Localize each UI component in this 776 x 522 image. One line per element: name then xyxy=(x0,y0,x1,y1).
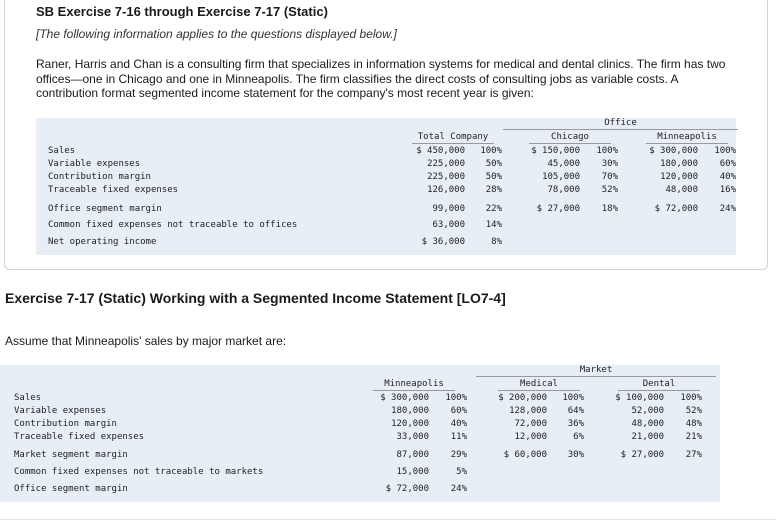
column-header: Minneapolis xyxy=(384,379,444,389)
percent-cell: 48% xyxy=(685,419,702,429)
row-label: Sales xyxy=(14,393,42,403)
column-header: Minneapolis xyxy=(657,132,717,142)
amount-cell: 128,000 xyxy=(509,406,547,416)
section-paragraph: Assume that Minneapolis' sales by major market are: xyxy=(5,334,287,348)
percent-cell: 21% xyxy=(685,432,702,442)
percent-cell: 70% xyxy=(601,172,618,182)
percent-cell: 60% xyxy=(719,159,736,169)
problem-paragraph: Raner, Harris and Chan is a consulting firm that specializes in information systems for medical and dental clinics. The firm has two offices—one in Chicago and one in Minneapolis. The firm classifies the direct costs of consulting jobs as variable costs. A contribution format segmented income statement for the company's most recent year is given: xyxy=(36,57,726,100)
column-header: Chicago xyxy=(551,132,589,142)
amount-cell: 33,000 xyxy=(396,432,429,442)
instruction-note: [The following information applies to the questions displayed below.] xyxy=(36,27,397,41)
percent-cell: 50% xyxy=(485,159,502,169)
amount-cell: $ 36,000 xyxy=(421,237,465,247)
percent-cell: 64% xyxy=(567,406,584,416)
percent-cell: 8% xyxy=(491,237,502,247)
amount-cell: 78,000 xyxy=(547,185,580,195)
percent-cell: 40% xyxy=(719,172,736,182)
row-label: Sales xyxy=(48,146,76,156)
amount-cell: 63,000 xyxy=(432,220,465,230)
amount-cell: 72,000 xyxy=(514,419,547,429)
header-rule xyxy=(529,143,611,144)
section-title: Exercise 7-17 (Static) Working with a Segmented Income Statement [LO7-4] xyxy=(5,290,506,306)
segmented-income-statement-offices xyxy=(48,118,738,258)
percent-cell: 100% xyxy=(562,393,584,403)
row-label: Market segment margin xyxy=(14,450,128,460)
amount-cell: $ 60,000 xyxy=(503,450,547,460)
percent-cell: 100% xyxy=(445,393,467,403)
header-rule xyxy=(646,143,728,144)
header-rule xyxy=(476,376,716,377)
amount-cell: $ 100,000 xyxy=(615,393,664,403)
percent-cell: 14% xyxy=(485,220,502,230)
percent-cell: 24% xyxy=(719,204,736,214)
amount-cell: 48,000 xyxy=(631,419,664,429)
percent-cell: 52% xyxy=(685,406,702,416)
percent-cell: 27% xyxy=(685,450,702,460)
percent-cell: 30% xyxy=(567,450,584,460)
amount-cell: 105,000 xyxy=(542,172,580,182)
amount-cell: $ 150,000 xyxy=(531,146,580,156)
amount-cell: 12,000 xyxy=(514,432,547,442)
percent-cell: 6% xyxy=(573,432,584,442)
row-label: Traceable fixed expenses xyxy=(48,185,179,195)
amount-cell: 225,000 xyxy=(427,159,465,169)
row-label: Office segment margin xyxy=(48,204,162,214)
row-label: Net operating income xyxy=(48,237,157,247)
percent-cell: 100% xyxy=(596,146,618,156)
header-rule xyxy=(618,390,700,391)
row-label: Variable expenses xyxy=(14,406,107,416)
amount-cell: 180,000 xyxy=(660,159,698,169)
row-label: Variable expenses xyxy=(48,159,141,169)
amount-cell: $ 300,000 xyxy=(380,393,429,403)
column-header: Total Company xyxy=(417,132,489,142)
amount-cell: $ 450,000 xyxy=(416,146,465,156)
header-rule xyxy=(498,390,580,391)
percent-cell: 40% xyxy=(450,419,467,429)
table-group-header: Office xyxy=(604,118,637,128)
table-group-header: Market xyxy=(579,365,613,375)
percent-cell: 30% xyxy=(601,159,618,169)
amount-cell: 52,000 xyxy=(631,406,664,416)
amount-cell: 120,000 xyxy=(391,419,429,429)
amount-cell: 225,000 xyxy=(427,172,465,182)
row-label: Contribution margin xyxy=(14,419,117,429)
percent-cell: 50% xyxy=(485,172,502,182)
percent-cell: 22% xyxy=(485,204,502,214)
percent-cell: 52% xyxy=(601,185,618,195)
amount-cell: $ 200,000 xyxy=(498,393,547,403)
row-label: Traceable fixed expenses xyxy=(14,432,145,442)
amount-cell: $ 72,000 xyxy=(385,484,429,494)
column-header: Medical xyxy=(520,379,558,389)
header-rule xyxy=(373,390,455,391)
percent-cell: 28% xyxy=(485,185,502,195)
row-label: Contribution margin xyxy=(48,172,151,182)
header-rule xyxy=(412,143,494,144)
amount-cell: 180,000 xyxy=(391,406,429,416)
column-header: Dental xyxy=(642,379,676,389)
percent-cell: 100% xyxy=(714,146,736,156)
percent-cell: 36% xyxy=(567,419,584,429)
percent-cell: 16% xyxy=(719,185,736,195)
exercise-title: SB Exercise 7-16 through Exercise 7-17 (Static) xyxy=(36,4,328,19)
amount-cell: 126,000 xyxy=(427,185,465,195)
amount-cell: $ 300,000 xyxy=(649,146,698,156)
amount-cell: 15,000 xyxy=(396,467,429,477)
amount-cell: 99,000 xyxy=(432,204,465,214)
header-rule xyxy=(503,129,738,130)
divider xyxy=(0,519,776,520)
percent-cell: 11% xyxy=(450,432,467,442)
amount-cell: 45,000 xyxy=(547,159,580,169)
amount-cell: 48,000 xyxy=(665,185,698,195)
amount-cell: 120,000 xyxy=(660,172,698,182)
percent-cell: 5% xyxy=(456,467,467,477)
percent-cell: 24% xyxy=(450,484,467,494)
row-label: Common fixed expenses not traceable to markets xyxy=(14,467,264,477)
percent-cell: 100% xyxy=(680,393,702,403)
amount-cell: $ 27,000 xyxy=(536,204,580,214)
amount-cell: $ 72,000 xyxy=(654,204,698,214)
percent-cell: 60% xyxy=(450,406,467,416)
segmented-income-statement-markets xyxy=(14,365,714,505)
amount-cell: 21,000 xyxy=(631,432,664,442)
percent-cell: 100% xyxy=(480,146,502,156)
row-label: Common fixed expenses not traceable to offices xyxy=(48,220,298,230)
amount-cell: $ 27,000 xyxy=(620,450,664,460)
percent-cell: 18% xyxy=(601,204,618,214)
amount-cell: 87,000 xyxy=(396,450,429,460)
percent-cell: 29% xyxy=(450,450,467,460)
row-label: Office segment margin xyxy=(14,484,128,494)
